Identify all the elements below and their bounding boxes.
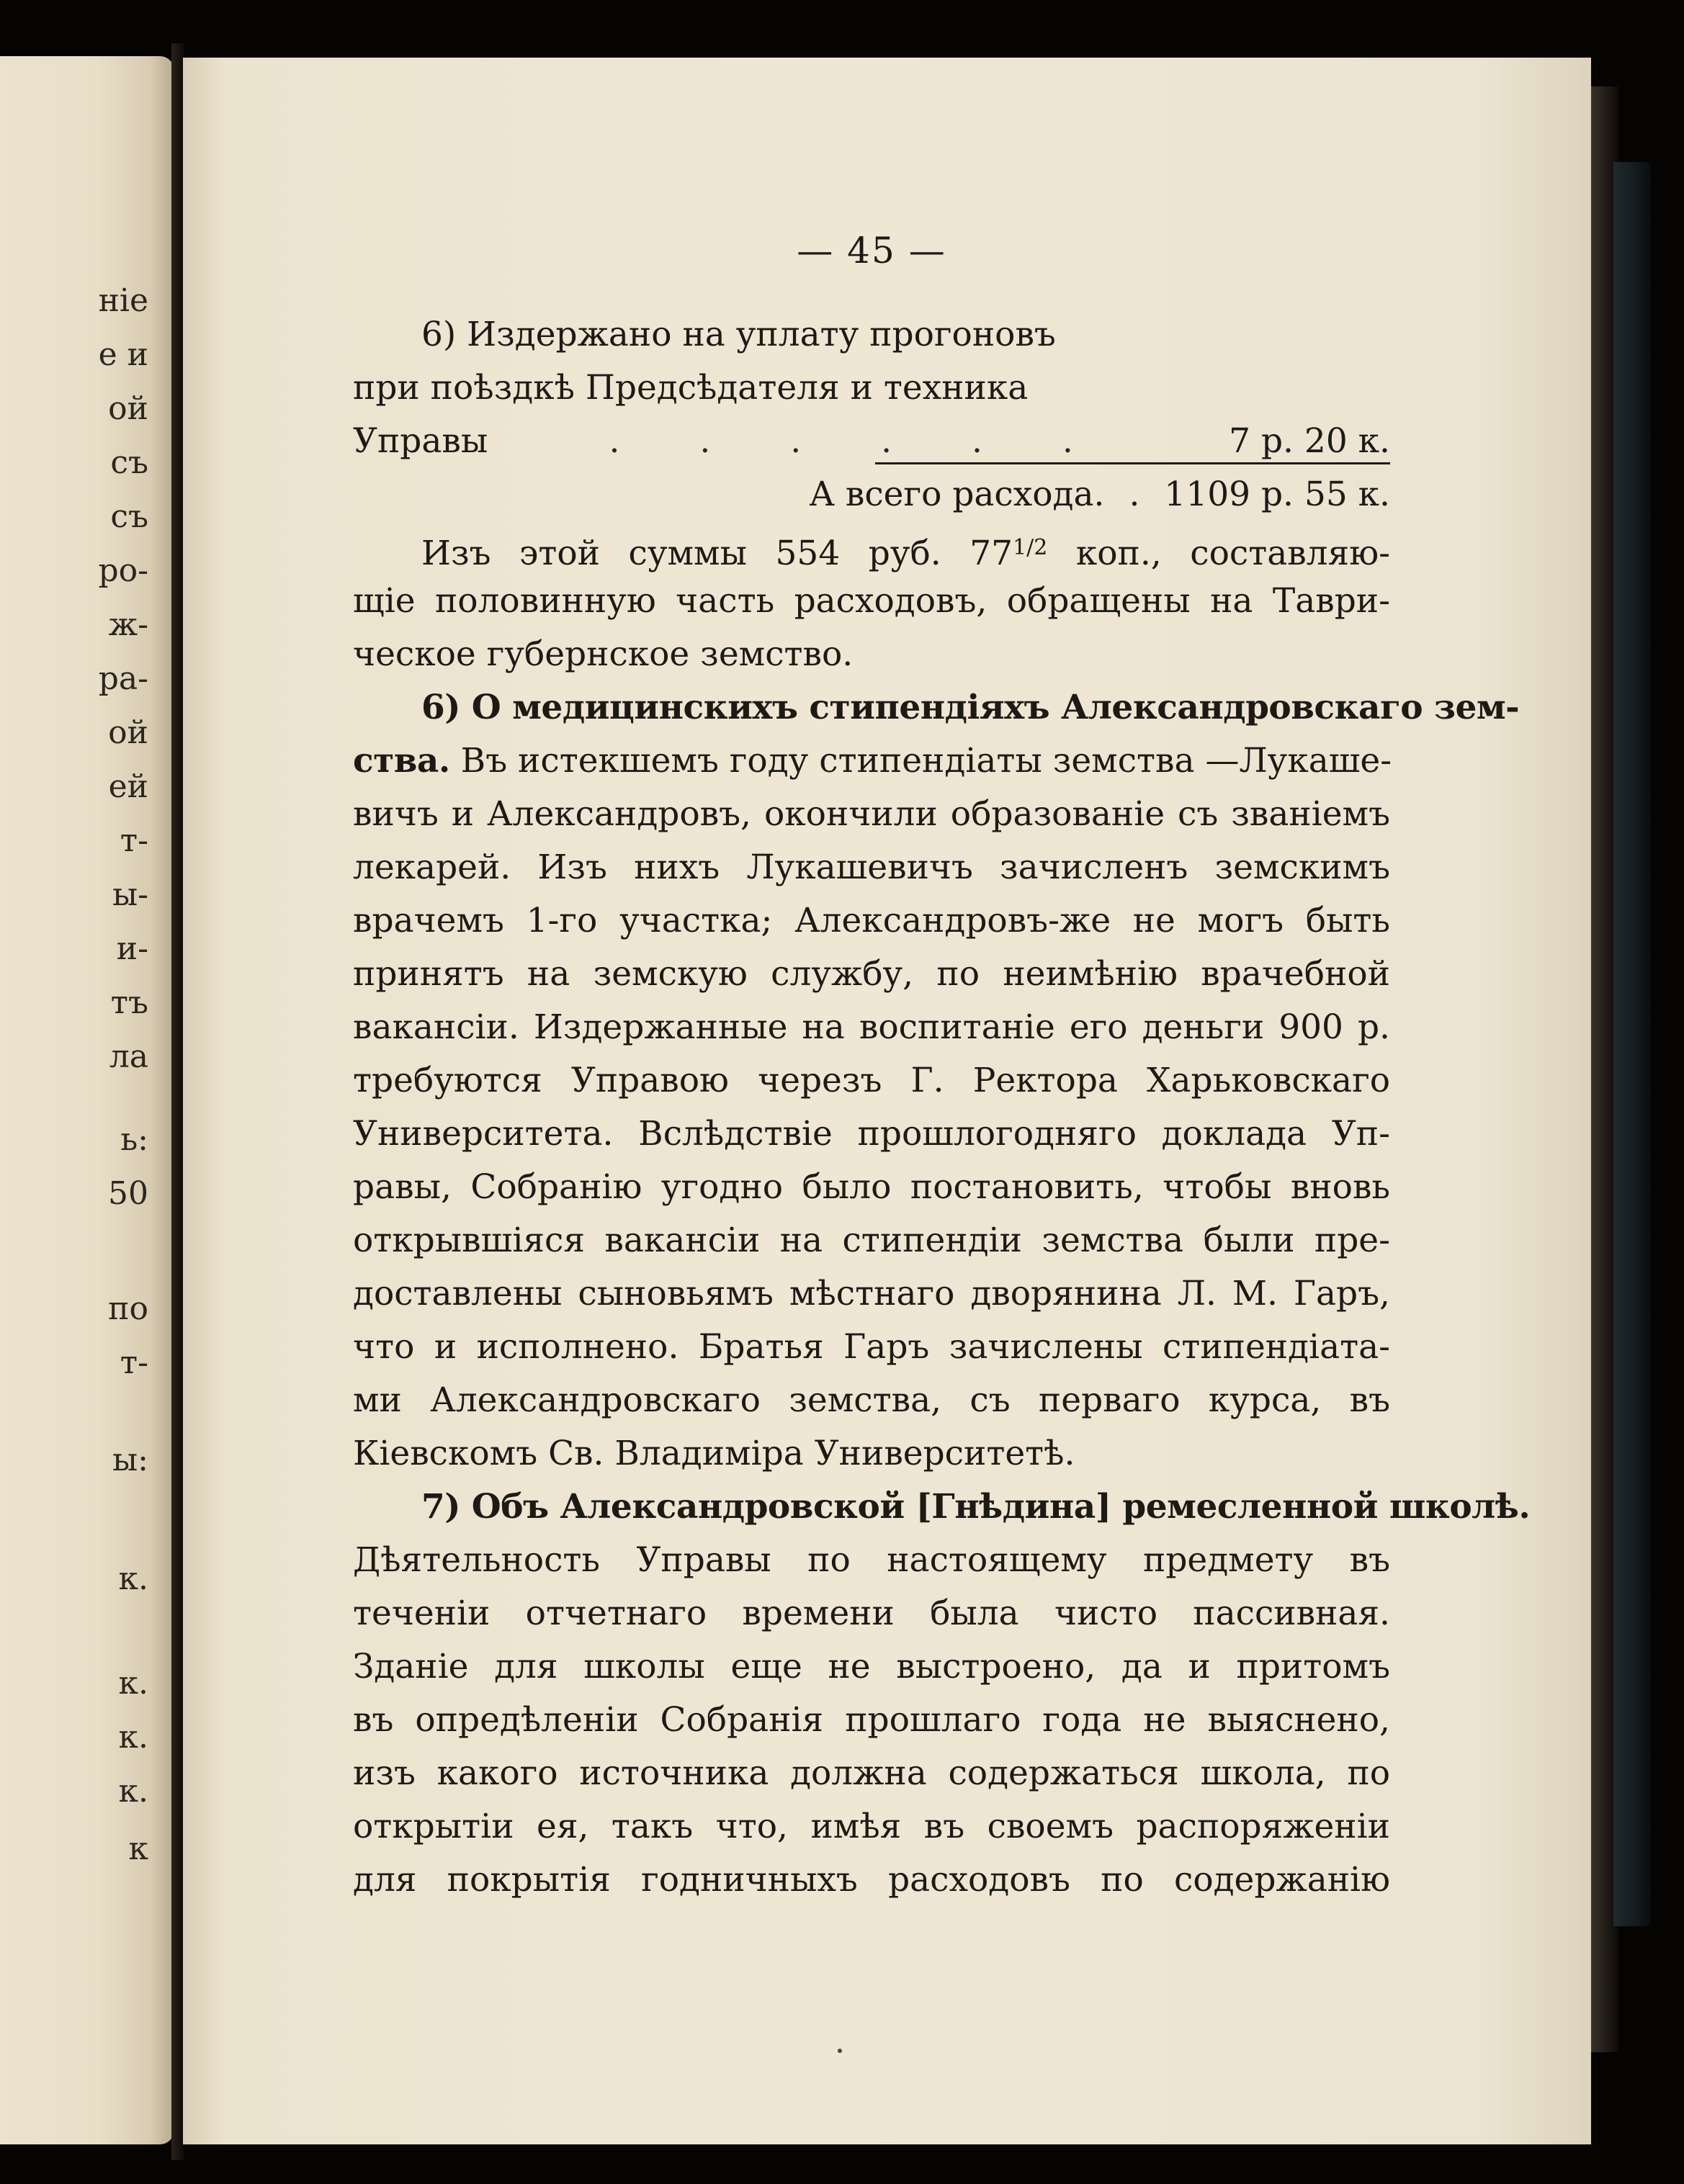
facing-fragment: ой — [108, 390, 148, 427]
facing-fragment: ь: — [120, 1121, 148, 1158]
paragraph-line: въ опредѣленіи Собранія прошлаго года не выяснено, — [353, 1700, 1390, 1740]
expense-item-amount: 7 р. 20 к. — [1229, 421, 1390, 461]
facing-fragment: ей — [108, 768, 148, 805]
expense-item-row — [353, 415, 1390, 468]
paragraph-line: Зданіе для школы еще не выстроено, да и притомъ — [353, 1647, 1390, 1686]
facing-fragment: ой — [108, 714, 148, 751]
paragraph-line: врачемъ 1-го участка; Александровъ-же не могъ быть — [353, 901, 1390, 940]
paragraph-line: ческое губернское земство. — [353, 634, 854, 674]
paragraph-line: изъ какого источника должна содержаться школа, по — [353, 1753, 1390, 1793]
facing-fragment: ра- — [98, 660, 148, 697]
paragraph-line: что и исполнено. Братья Гаръ зачислены стипендіата- — [353, 1327, 1390, 1367]
facing-fragment: е и — [98, 336, 148, 373]
expense-total-row — [353, 468, 1390, 521]
paragraph-line: ми Александровскаго земства, съ перваго курса, въ — [353, 1380, 1390, 1420]
paragraph-line: Дѣятельность Управы по настоящему предмету въ — [353, 1540, 1390, 1580]
facing-fragment: к. — [118, 1773, 148, 1810]
facing-fragment: ж- — [108, 606, 148, 643]
facing-fragment: ла — [109, 1038, 148, 1075]
expense-total-label: А всего расхода. — [809, 475, 1105, 514]
section-heading-end: ства. — [353, 741, 450, 781]
paragraph-line: требуются Управою черезъ Г. Ректора Харьковскаго — [353, 1061, 1390, 1100]
facing-fragment: к — [128, 1830, 148, 1867]
paragraph-line: открывшіяся вакансіи на стипендіи земства были пре- — [353, 1221, 1390, 1260]
paper-speck — [838, 2049, 842, 2053]
paragraph-line: теченіи отчетнаго времени была чисто пассивная. — [353, 1594, 1390, 1633]
expense-item-label: Управы — [353, 421, 488, 461]
book-cover-edge — [1613, 162, 1651, 1926]
sum-text: коп., составляю- — [1047, 534, 1390, 573]
facing-fragment: тъ — [110, 984, 148, 1021]
facing-page-fragments — [0, 56, 174, 2144]
expense-total-dot: . — [1129, 475, 1140, 514]
page-text — [353, 308, 1531, 1907]
section-heading — [353, 1480, 1531, 1534]
page-number: — 45 — — [797, 230, 946, 271]
expense-item-line: 6) Издержано на уплату прогоновъ — [421, 315, 1056, 354]
facing-fragment: ро- — [98, 552, 148, 589]
section-heading — [353, 681, 1520, 734]
facing-page — [0, 56, 174, 2144]
paragraph-line: для покрытія годничныхъ расходовъ по содержанію — [353, 1860, 1390, 1900]
facing-fragment: т- — [120, 822, 148, 859]
paragraph-line: равы, Собранію угодно было постановить, чтобы вновь — [353, 1167, 1390, 1207]
dot-leader: . . . . . . — [609, 421, 1108, 461]
section-heading-text: 7) Объ Александровской [Гнѣдина] ремесленной школѣ. — [421, 1487, 1531, 1527]
paragraph-line — [353, 521, 1390, 575]
facing-fragment: ніе — [98, 282, 148, 319]
facing-fragment: к. — [118, 1665, 148, 1702]
paragraph-line: вичъ и Александровъ, окончили образованіе съ званіемъ — [353, 794, 1390, 834]
paragraph-line — [353, 734, 1390, 788]
facing-fragment: ы: — [112, 1442, 148, 1478]
facing-fragment: 50 — [108, 1175, 148, 1212]
expense-item-line: при поѣздкѣ Предсѣдателя и техника — [353, 368, 1029, 408]
paragraph-line: щіе половинную часть расходовъ, обращены на Таври- — [353, 581, 1390, 621]
expense-total-amount: 1109 р. 55 к. — [1164, 475, 1390, 514]
section-heading-text: 6) О медицинскихъ стипендіяхъ Александровскаго зем- — [421, 688, 1520, 727]
paragraph-text: Въ истекшемъ году стипендіаты земства —Лукаше- — [449, 741, 1392, 781]
sum-text: Изъ этой суммы 554 руб. 77 — [421, 534, 1013, 573]
paragraph-line: Университета. Вслѣдствіе прошлогодняго доклада Уп- — [353, 1114, 1390, 1154]
paragraph-line: принятъ на земскую службу, по неимѣнію врачебной — [353, 954, 1390, 994]
paragraph-line: открытіи ея, такъ что, имѣя въ своемъ распоряженіи — [353, 1807, 1390, 1846]
facing-fragment: ы- — [112, 876, 148, 913]
paragraph-line: доставлены сыновьямъ мѣстнаго дворянина Л. М. Гаръ, — [353, 1274, 1390, 1313]
paragraph-line: лекарей. Изъ нихъ Лукашевичъ зачисленъ земскимъ — [353, 848, 1390, 887]
facing-fragment: по — [108, 1290, 148, 1327]
paragraph-line: Кіевскомъ Св. Владиміра Университетѣ. — [353, 1434, 1075, 1473]
paragraph-line: вакансіи. Издержанные на воспитаніе его деньги 900 р. — [353, 1007, 1390, 1047]
facing-fragment: и- — [116, 930, 148, 967]
facing-fragment: съ — [110, 444, 148, 481]
facing-fragment: к. — [118, 1560, 148, 1597]
facing-fragment: т- — [120, 1344, 148, 1381]
facing-fragment: съ — [110, 498, 148, 535]
facing-fragment: к. — [118, 1719, 148, 1756]
fraction: 1/2 — [1013, 535, 1048, 560]
